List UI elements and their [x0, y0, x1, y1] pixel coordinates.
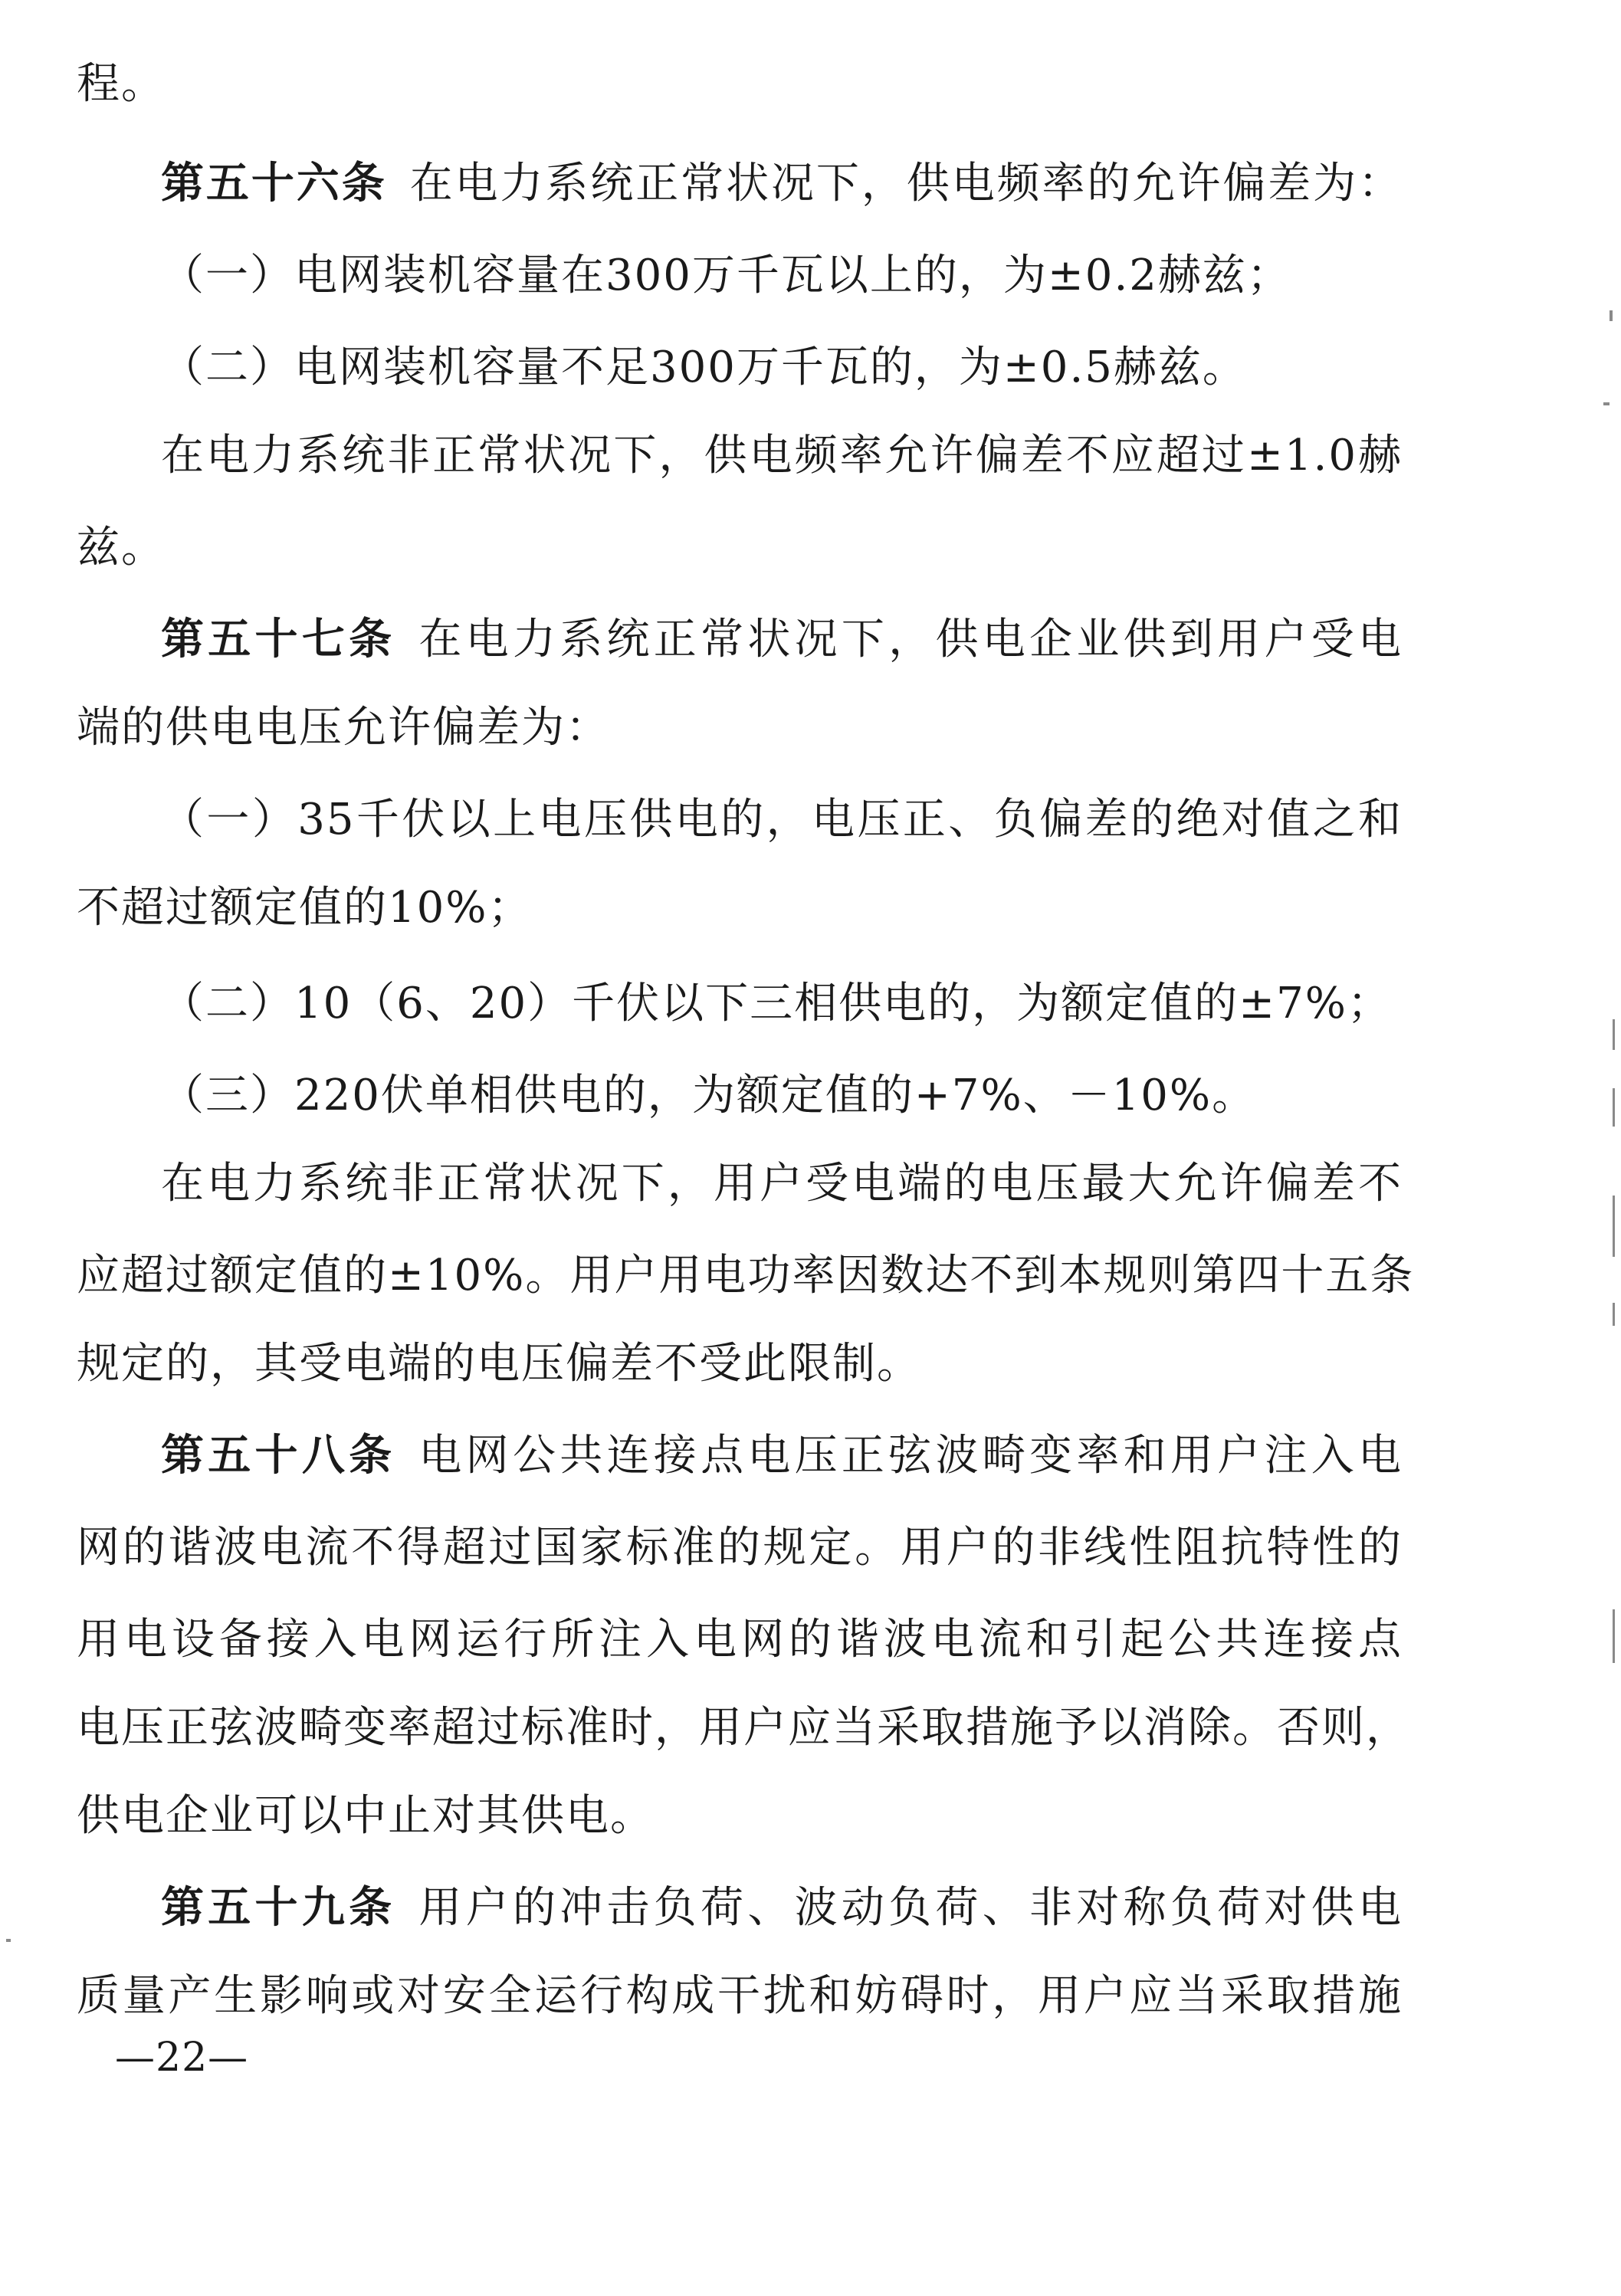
- text-line: 在电力系统正常状况下，供电频率的允许偏差为：: [409, 159, 1403, 208]
- text-line: 不超过额定值的10%；: [77, 883, 533, 933]
- text-line: 网的谐波电流不得超过国家标准的规定。用户的非线性阻抗特性的: [77, 1523, 1403, 1573]
- page-number: —22—: [115, 2035, 249, 2081]
- text-line: （三）220伏单相供电的，为额定值的+7%、－10%。: [161, 1071, 1257, 1120]
- scan-mark: [1613, 1019, 1615, 1050]
- text-line: 电压正弦波畸变率超过标准时，用户应当采取措施予以消除。否则，: [77, 1703, 1410, 1753]
- scan-mark: [1613, 1609, 1615, 1663]
- text-line: 程。: [77, 59, 166, 109]
- scan-mark: [1613, 1088, 1615, 1127]
- article-57-heading: 第五十七条: [161, 615, 396, 664]
- article-56-paragraph: [161, 157, 1403, 211]
- scan-mark: [1613, 1303, 1615, 1326]
- text-line: 用户的冲击负荷、波动负荷、非对称负荷对供电: [418, 1883, 1403, 1933]
- text-line: 质量产生影响或对安全运行构成干扰和妨碍时，用户应当采取措施: [77, 1971, 1403, 2021]
- text-line: 电网公共连接点电压正弦波畸变率和用户注入电: [418, 1431, 1403, 1481]
- scan-mark: [1603, 402, 1610, 405]
- article-58-paragraph: [161, 1429, 1403, 1483]
- text-line: （二）电网装机容量不足300万千瓦的，为±0.5赫兹。: [161, 343, 1247, 392]
- text-line: （二）10（6、20）千伏以下三相供电的，为额定值的±7%；: [161, 979, 1392, 1028]
- text-line: 用电设备接入电网运行所注入电网的谐波电流和引起公共连接点: [77, 1615, 1403, 1665]
- article-57-paragraph: [161, 613, 1403, 667]
- article-59-heading: 第五十九条: [161, 1883, 396, 1933]
- scan-mark: [1613, 1196, 1615, 1257]
- text-line: 应超过额定值的±10%。用户用电功率因数达不到本规则第四十五条: [77, 1251, 1415, 1301]
- text-line: 兹。: [77, 523, 166, 572]
- text-line: 规定的，其受电端的电压偏差不受此限制。: [77, 1339, 921, 1389]
- text-line: （一）35千伏以上电压供电的，电压正、负偏差的绝对值之和: [161, 795, 1403, 845]
- article-58-heading: 第五十八条: [161, 1431, 396, 1481]
- article-56-heading: 第五十六条: [161, 159, 387, 208]
- text-line: （一）电网装机容量在300万千瓦以上的，为±0.2赫兹；: [161, 251, 1291, 300]
- text-line: 在电力系统正常状况下，供电企业供到用户受电: [418, 615, 1403, 664]
- text-line: 在电力系统非正常状况下，用户受电端的电压最大允许偏差不: [161, 1159, 1403, 1209]
- text-line: 供电企业可以中止对其供电。: [77, 1791, 655, 1841]
- scan-mark: [1610, 310, 1613, 321]
- scan-mark: [6, 1939, 11, 1942]
- article-59-paragraph: [161, 1881, 1403, 1935]
- text-line: 在电力系统非正常状况下，供电频率允许偏差不应超过±1.0赫: [161, 431, 1403, 481]
- text-line: 端的供电电压允许偏差为：: [77, 703, 610, 753]
